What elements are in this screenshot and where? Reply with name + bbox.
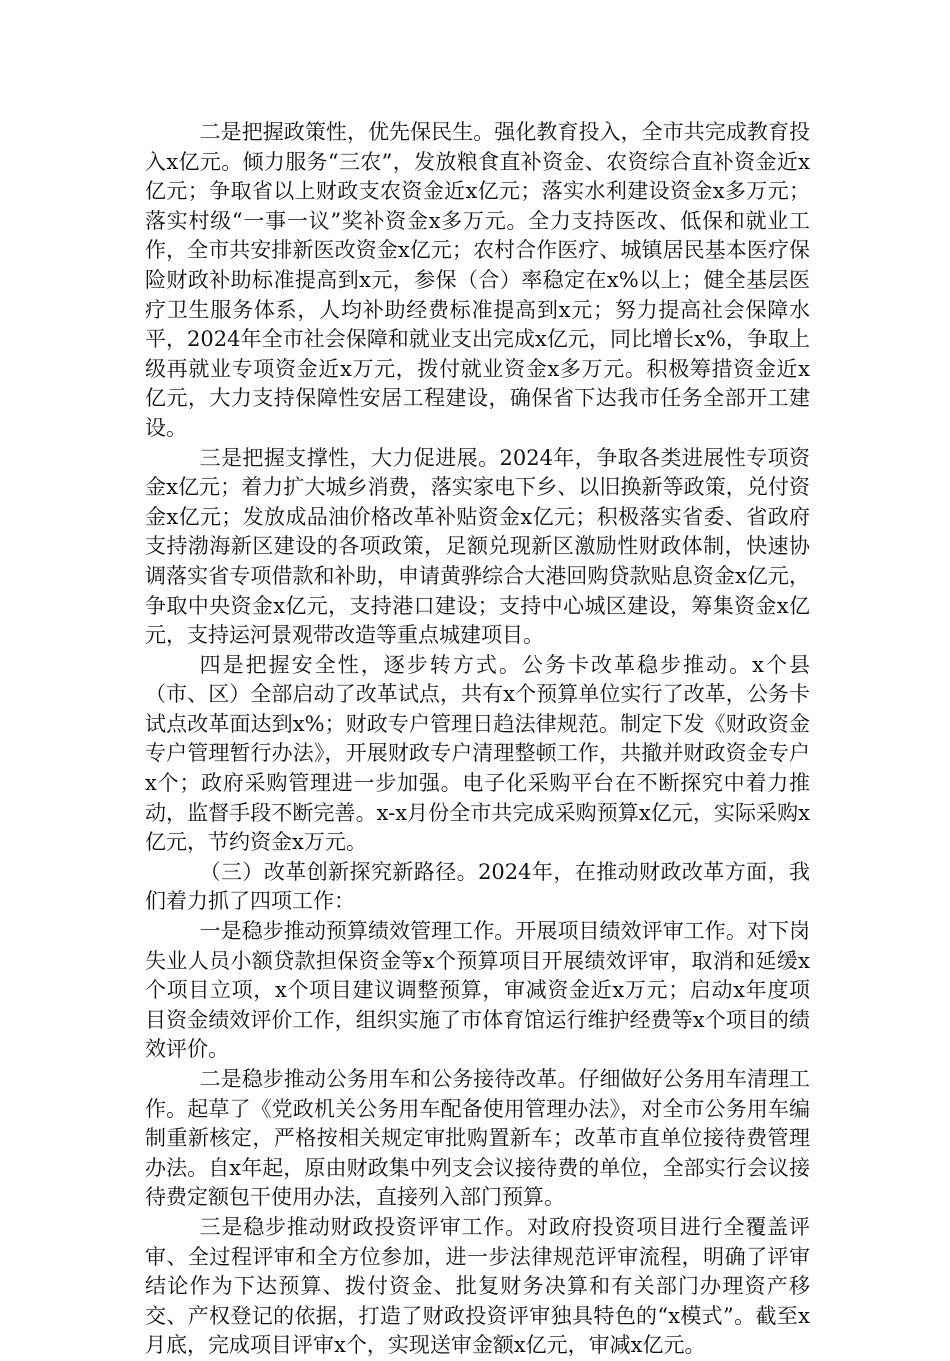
paragraph-budget-performance: 一是稳步推动预算绩效管理工作。开展项目绩效评审工作。对下岗失业人员小额贷款担保资金等x个预算项目开展绩效评审，取消和延缓x个项目立项，x个项目建议调整预算，审减资金近x万元；启动x年度项目资金绩效评价工作，组织实施了市体育馆运行维护经费等x个项目的绩效评价。 (145, 919, 810, 1062)
paragraph-reform-heading: （三）改革创新探究新路径。2024年，在推动财政改革方面，我们着力抓了四项工作： (145, 859, 810, 914)
paragraph-minsheng: 二是把握政策性，优先保民生。强化教育投入，全市共完成教育投入x亿元。倾力服务“三农”，发放粮食直补资金、农资综合直补资金近x亿元；争取省以上财政支农资金近x亿元；落实水利建设资金x多万元；落实村级“一事一议”奖补资金x多万元。全力支持医改、低保和就业工作，全市共安排新医改资金x亿元；农村合作医疗、城镇居民基本医疗保险财政补助标准提高到x元，参保（合）率稳定在x%以上；健全基层医疗卫生服务体系，人均补助经费标准提高到x元；努力提高社会保障水平，2024年全市社会保障和就业支出完成x亿元，同比增长x%，争取上级再就业专项资金近x万元，拨付就业资金x多万元。积极筹措资金近x亿元，大力支持保障性安居工程建设，确保省下达我市任务全部开工建设。 (145, 120, 810, 440)
paragraph-official-vehicles: 二是稳步推动公务用车和公务接待改革。仔细做好公务用车清理工作。起草了《党政机关公务用车配备使用管理办法》，对全市公务用车编制重新核定，严格按相关规定审批购置新车；改革市直单位接待费管理办法。自x年起，原由财政集中列支会议接待费的单位，全部实行会议接待费定额包干使用办法，直接列入部门预算。 (145, 1067, 810, 1210)
paragraph-investment-review: 三是稳步推动财政投资评审工作。对政府投资项目进行全覆盖评审、全过程评审和全方位参加，进一步法律规范评审流程，明确了评审结论作为下达预算、拨付资金、批复财务决算和有关部门办理资产移交、产权登记的依据，打造了财政投资评审独具特色的“x模式”。截至x月底，完成项目评审x个，实现送审金额x亿元，审减x亿元。 (145, 1214, 810, 1358)
paragraph-development: 三是把握支撑性，大力促进展。2024年，争取各类进展性专项资金x亿元；着力扩大城乡消费，落实家电下乡、以旧换新等政策，兑付资金x亿元；发放成品油价格改革补贴资金x亿元；积极落实省委、省政府支持渤海新区建设的各项政策，足额兑现新区激励性财政体制，快速协调落实省专项借款和补助，申请黄骅综合大港回购贷款贴息资金x亿元，争取中央资金x亿元，支持港口建设；支持中心城区建设，筹集资金x亿元，支持运河景观带改造等重点城建项目。 (145, 445, 810, 648)
document-body (145, 118, 810, 1361)
paragraph-safety: 四是把握安全性，逐步转方式。公务卡改革稳步推动。x个县（市、区）全部启动了改革试点，共有x个预算单位实行了改革，公务卡试点改革面达到x%；财政专户管理日趋法律规范。制定下发《财政资金专户管理暂行办法》，开展财政专户清理整顿工作，共撤并财政资金专户x个；政府采购管理进一步加强。电子化采购平台在不断探究中着力推动，监督手段不断完善。x-x月份全市共完成采购预算x亿元，实际采购x亿元，节约资金x万元。 (145, 652, 810, 855)
